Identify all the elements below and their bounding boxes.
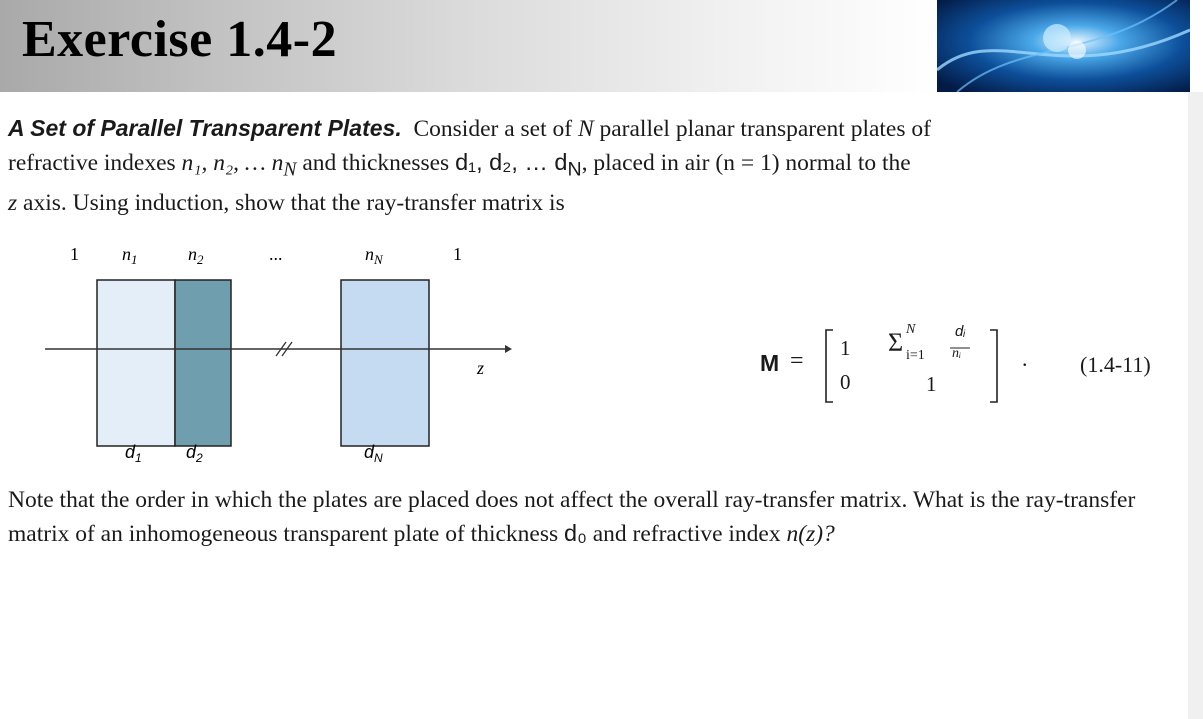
note-paragraph: Note that the order in which the plates are placed does not affect the overall ray-transfer matrix. What is the ray-transfer matrix of an inhomogeneous transparent plate of thickness d₀ and refractive index n(z)? xyxy=(8,487,1136,547)
label-dots: ... xyxy=(269,244,283,264)
matrix-equation: M = 1 0 Σ N i=1 dᵢ nᵢ 1 . (1.4-11) xyxy=(760,318,1180,414)
label-air-right: 1 xyxy=(453,244,462,264)
label-air-left: 1 xyxy=(70,244,79,264)
sum-symbol: Σ xyxy=(888,328,904,357)
problem-statement: A Set of Parallel Transparent Plates. Consider a set of N parallel planar transparent plates of refractive indexes n₁, n₂, … $n_N$ and thicknesses d₁, d₂, … $d_N$, placed in air (n = 1) normal to the z axis. Using induction, show that the ray-transfer matrix is xyxy=(8,115,931,216)
plates-figure xyxy=(40,240,520,480)
header-banner xyxy=(0,0,1203,92)
label-n1: $n_1$ xyxy=(122,244,138,267)
label-dN: $d_N$ xyxy=(364,442,383,465)
plate-n xyxy=(341,280,429,446)
problem-lead: A Set of Parallel Transparent Plates. xyxy=(8,115,402,141)
decorative-image xyxy=(937,0,1190,92)
matrix-c: 0 xyxy=(840,370,851,394)
plate-2 xyxy=(175,280,231,446)
label-d1: $d_1$ xyxy=(125,442,142,465)
equation-number: (1.4-11) xyxy=(1080,352,1151,377)
matrix-d: 1 xyxy=(926,372,937,396)
label-nN: $n_N$ xyxy=(365,244,383,267)
matrix-a: 1 xyxy=(840,336,851,360)
page-title: Exercise 1.4-2 xyxy=(22,11,338,68)
label-z-axis: z xyxy=(477,358,485,378)
label-d2: $d_2$ xyxy=(186,442,203,465)
plate-1 xyxy=(97,280,175,446)
matrix-symbol: M xyxy=(760,350,780,376)
label-n2: $n_2$ xyxy=(188,244,204,267)
scrollbar-track[interactable] xyxy=(1188,92,1203,719)
